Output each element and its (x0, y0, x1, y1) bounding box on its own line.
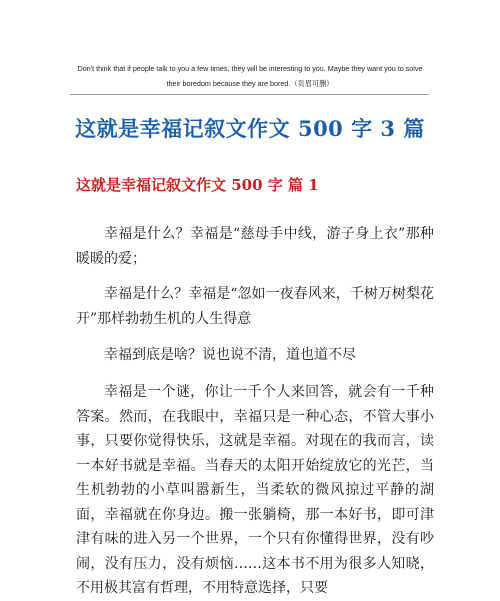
header-divider (70, 94, 429, 95)
paragraph-2: 幸福是什么？幸福是“忽如一夜春风来，千树万树梨花开”那样勃勃生机的人生得意 (76, 286, 434, 327)
paragraph-4: 幸福是一个谜，你让一千个人来回答，就会有一千种答案。然而，在我眼中，幸福只是一种心态，不管大事小事，只要你觉得快乐，这就是幸福。对现在的我而言，读一本好书就是幸福。当春天的太阳开始绽放它的光芒，当生机勃勃的小草叫嚣新生，当柔软的微风掠过平静的湖面，幸福就在你身边。搬一张躺椅，那一本好书，即可津津有味的进入另一个世界，一个只有你懂得世界，没有吵闹，没有压力，没有烦恼……这本书不用为很多人知晓，不用极其富有哲理，不用特意选择，只要 (76, 384, 434, 596)
paragraph-3: 幸福到底是啥？说也说不清，道也道不尽 (104, 347, 356, 363)
document-title: 这就是幸福记叙文作文 500 字 3 篇 (75, 116, 425, 141)
paragraph-1: 幸福是什么？幸福是“慈母手中线，游子身上衣”那种暖暖的爱； (76, 226, 434, 267)
header-line-2: their boredom because they are bored.（页眉可删） (166, 79, 334, 88)
section-heading: 这就是幸福记叙文作文 500 字 篇 1 (76, 176, 319, 194)
page-header (70, 61, 430, 91)
header-line-1: Don't think that if people talk to you a few times, they will be interesting to you. Maybe they want you to solve (77, 64, 423, 73)
